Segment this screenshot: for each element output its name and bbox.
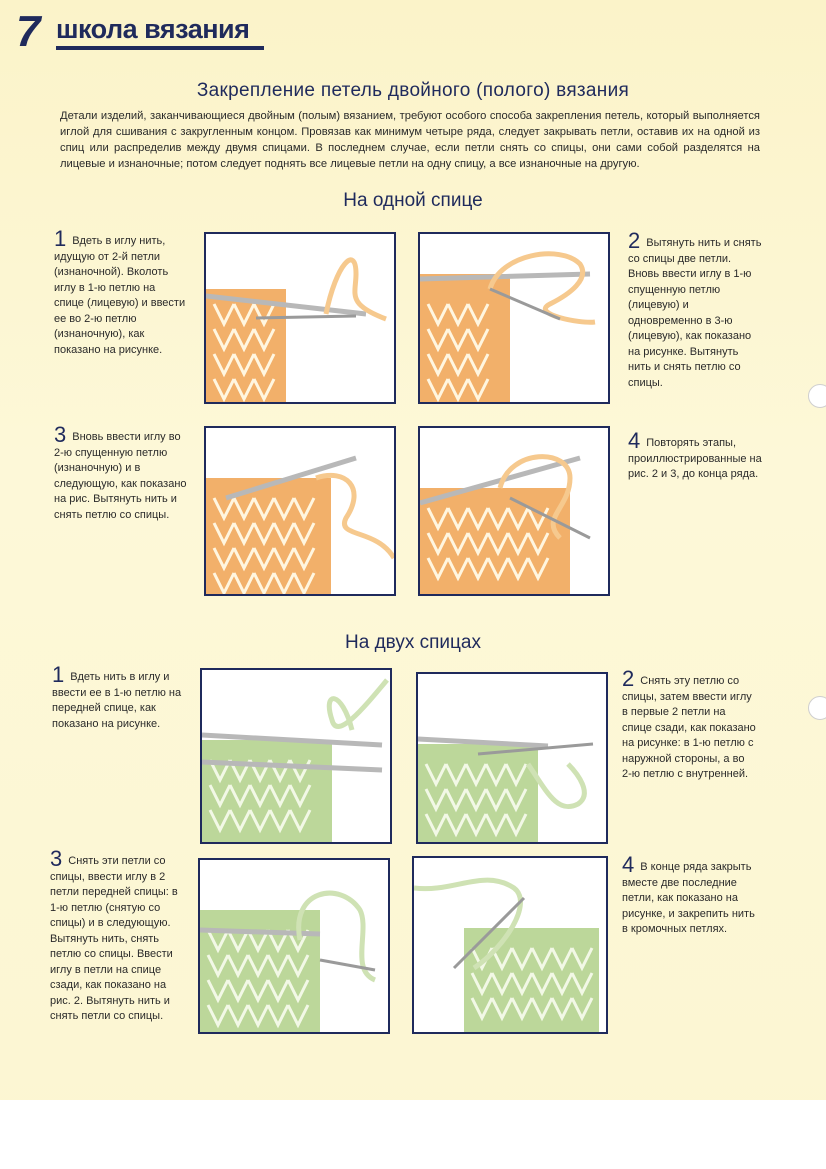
step-1-one-needle [54, 226, 188, 358]
figure-3-one-needle [204, 426, 396, 596]
step-number: 2 [628, 228, 641, 253]
step-number: 3 [54, 422, 67, 447]
knitting-illustration [206, 234, 394, 402]
step-2-two-needles [622, 666, 756, 783]
figure-3-two-needles [198, 858, 390, 1034]
step-number: 1 [54, 226, 67, 251]
knitting-illustration [418, 674, 606, 842]
step-text: Снять эти петли со спицы, ввести иглу в 2 петли передней спицы: в 1-ю петлю (снятую со спицы) и в следующую. Вытянуть нить, снять петлю со спицы. Ввести иглу в петли на спице сзади, как показано на рис. 2. Вытянуть нить и снять петли со спицы. [50, 855, 178, 1022]
step-text: Вдеть в иглу нить, идущую от 2-й петли (изнаночной). Вколоть иглу в 1-ю петлю на спице (лицевую) и ввести ее во 2-ю петлю (изнаночную), как показано на рисунке. [54, 235, 186, 356]
step-number: 4 [628, 428, 641, 453]
step-text: В конце ряда закрыть вместе две последние петли, как показано на рисунке, и закрепить нить в кромочных петлях. [622, 861, 755, 935]
step-3-one-needle [54, 422, 188, 523]
step-4-two-needles [622, 852, 756, 938]
step-4-one-needle [628, 428, 762, 483]
knitting-illustration [420, 234, 608, 402]
section-title: школа вязания [56, 14, 250, 44]
knitting-illustration [200, 860, 388, 1032]
knitting-illustration [414, 858, 606, 1032]
knitting-illustration [420, 428, 608, 594]
binder-hole [808, 384, 826, 408]
step-text: Вытянуть нить и снять со спицы две петли. Вновь ввести иглу в 1-ю спущенную петлю (лицевую) и одновременно в 3-ю (лицевую), как показано на рисунке. Вытянуть нить и снять петлю со спицы. [628, 237, 762, 389]
figure-1-one-needle [204, 232, 396, 404]
figure-4-one-needle [418, 426, 610, 596]
figure-1-two-needles [200, 668, 392, 844]
knitting-illustration [206, 428, 394, 594]
figure-4-two-needles [412, 856, 608, 1034]
step-1-two-needles [52, 662, 186, 732]
page-title: Закрепление петель двойного (полого) вязания [196, 80, 630, 101]
header-underline [56, 46, 264, 50]
step-2-one-needle [628, 228, 762, 391]
step-number: 4 [622, 852, 635, 877]
section-number: 7 [16, 7, 41, 56]
step-number: 3 [50, 846, 63, 871]
step-3-two-needles [50, 846, 184, 1025]
scan-bottom-margin [0, 1100, 826, 1169]
section-two-needles-title: На двух спицах [345, 632, 481, 653]
section-one-needle-title: На одной спице [343, 190, 483, 211]
figure-2-one-needle [418, 232, 610, 404]
step-text: Вдеть нить в иглу и ввести ее в 1-ю петлю на передней спице, как показано на рисунке. [52, 671, 182, 730]
step-text: Снять эту петлю со спицы, затем ввести иглу в первые 2 петли на спице сзади, как показано на рисунке: в 1-ю петлю с наружной стороны, а во 2-ю петлю с внутренней. [622, 675, 756, 780]
figure-2-two-needles [416, 672, 608, 844]
step-text: Вновь ввести иглу во 2-ю спущенную петлю (изнаночную) и в следующую, как показано на рис. Вытянуть нить и снять петлю со спицы. [54, 431, 187, 521]
binder-hole [808, 696, 826, 720]
step-number: 2 [622, 666, 635, 691]
knitting-illustration [202, 670, 390, 842]
intro-paragraph: Детали изделий, заканчивающиеся двойным (полым) вязанием, требуют особого способа закрепления петель, который выполняется иглой для сшивания с закругленным концом. Провязав как минимум четыре ряда, следует закрывать петли, оставив их на одной из спиц или распределив между двумя спицами. В последнем случае, если петли снять со спицы, они сами собой разделятся на лицевые и изнаночные; потом следует поднять все лицевые петли на одну спицу, а все изнаночные на другую. [60, 110, 760, 170]
step-number: 1 [52, 662, 65, 687]
step-text: Повторять этапы, проиллюстрированные на рис. 2 и 3, до конца ряда. [628, 437, 762, 480]
